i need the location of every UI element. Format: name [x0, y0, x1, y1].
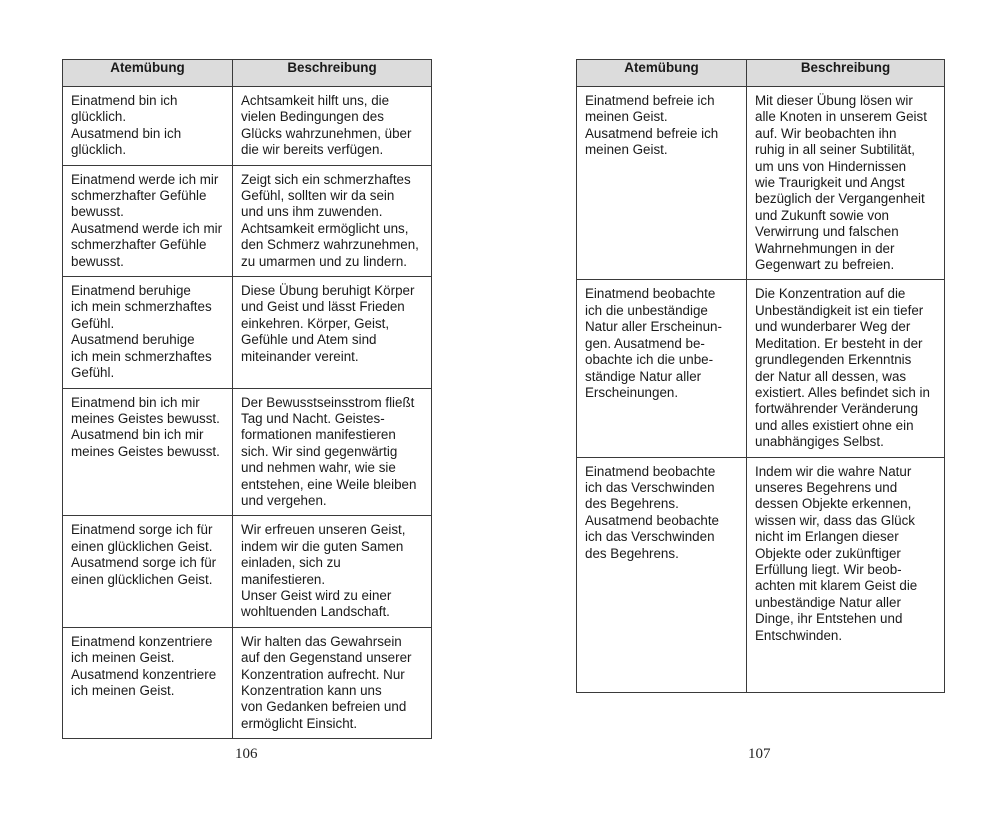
exercise-cell	[63, 516, 233, 627]
exercise-text: Einatmend beruhige ich mein schmerzhaftes Gefühl. Ausatmend beruhige ich mein schmerzhaftes Gefühl.	[71, 283, 212, 381]
description-cell	[233, 516, 432, 627]
table-row	[577, 457, 945, 692]
description-text: Diese Übung beruhigt Körper und Geist und lässt Frieden einkehren. Körper, Geist, Gefühle und Atem sind miteinander vereint.	[241, 283, 415, 364]
exercise-text: Einatmend konzentriere ich meinen Geist. Ausatmend konzentriere ich meinen Geist.	[71, 633, 217, 698]
table-row	[63, 388, 432, 516]
page-right	[504, 0, 1008, 827]
breathing-table-left	[62, 59, 432, 739]
exercise-text: Einatmend sorge ich für einen glücklichen Geist. Ausatmend sorge ich für einen glücklichen Geist.	[71, 522, 217, 587]
description-text: Die Konzentration auf die Unbeständigkeit ist ein tiefer und wunderbarer Weg der Meditation. Er besteht in der grundlegenden Erkenntnis der Natur all dessen, was existiert. Alles befindet sich in fortwährender Veränderung und alles existiert ohne ein unabhängiges Selbst.	[755, 286, 930, 450]
table-row	[63, 87, 432, 166]
breathing-table-right	[576, 59, 945, 693]
description-cell	[747, 280, 945, 457]
page-number: 106	[235, 746, 258, 762]
exercise-text: Einatmend werde ich mir schmerzhafter Gefühle bewusst. Ausatmend werde ich mir schmerzhafter Gefühle bewusst.	[71, 171, 223, 269]
header-atemuebung: Atemübung	[63, 60, 233, 87]
description-text: Wir halten das Gewahrsein auf den Gegenstand unserer Konzentration aufrecht. Nur Konzentration kann uns von Gedanken befreien und ermöglicht Einsicht.	[241, 633, 412, 731]
exercise-cell	[577, 280, 747, 457]
description-text: Wir erfreuen unseren Geist, indem wir die guten Samen einladen, sich zu manifestieren. Unser Geist wird zu einer wohltuenden Landschaft.	[241, 522, 406, 620]
exercise-cell	[63, 388, 233, 516]
description-cell	[233, 165, 432, 276]
exercise-text: Einatmend bin ich glücklich. Ausatmend bin ich glücklich.	[71, 93, 182, 158]
header-atemuebung: Atemübung	[577, 60, 747, 87]
description-cell	[747, 87, 945, 280]
exercise-text: Einatmend befreie ich meinen Geist. Ausatmend befreie ich meinen Geist.	[585, 93, 719, 158]
page-number: 107	[748, 746, 771, 762]
description-text: Indem wir die wahre Natur unseres Begehrens und dessen Objekte erkennen, wissen wir, dass das Glück nicht im Erlangen dieser Objekte oder zukünftiger Erfüllung liegt. Wir beob- achten mit klarem Geist die unbeständige Natur aller Dinge, ihr Entstehen und Entschwinden.	[755, 463, 918, 643]
description-text: Der Bewusstseinsstrom fließt Tag und Nacht. Geistes- formationen manifestieren sich. Wir sind gegenwärtig und nehmen wahr, wie sie entstehen, eine Weile bleiben und vergehen.	[241, 394, 417, 508]
exercise-cell	[63, 87, 233, 166]
table-row	[577, 280, 945, 457]
exercise-cell	[577, 457, 747, 692]
exercise-cell	[63, 627, 233, 738]
table-row	[63, 277, 432, 388]
exercise-cell	[63, 277, 233, 388]
table-header-row	[577, 60, 945, 87]
description-text: Zeigt sich ein schmerzhaftes Gefühl, sollten wir da sein und uns ihm zuwenden. Achtsamkeit ermöglicht uns, den Schmerz wahrzunehmen, zu umarmen und zu lindern.	[241, 171, 419, 269]
description-cell	[233, 627, 432, 738]
description-cell	[233, 277, 432, 388]
table-row	[63, 516, 432, 627]
description-text: Mit dieser Übung lösen wir alle Knoten in unserem Geist auf. Wir beobachten ihn ruhig in all seiner Subtilität, um uns von Hindernissen wie Traurigkeit und Angst bezüglich der Vergangenheit und Zukunft sowie von Verwirrung und falschen Wahrnehmungen in der Gegenwart zu befreien.	[755, 93, 927, 273]
description-cell	[233, 87, 432, 166]
description-cell	[747, 457, 945, 692]
header-beschreibung: Beschreibung	[747, 60, 945, 87]
exercise-cell	[63, 165, 233, 276]
header-beschreibung: Beschreibung	[233, 60, 432, 87]
table-row	[577, 87, 945, 280]
description-text: Achtsamkeit hilft uns, die vielen Bedingungen des Glücks wahrzunehmen, über die wir bereits verfügen.	[241, 93, 412, 158]
exercise-text: Einatmend bin ich mir meines Geistes bewusst. Ausatmend bin ich mir meines Geistes bewusst.	[71, 394, 220, 459]
exercise-text: Einatmend beobachte ich das Verschwinden des Begehrens. Ausatmend beobachte ich das Verschwinden des Begehrens.	[585, 463, 720, 561]
exercise-text: Einatmend beobachte ich die unbeständige Natur aller Erscheinun- gen. Ausatmend be- obachte ich die unbe- ständige Natur aller Erscheinungen.	[585, 286, 722, 400]
table-row	[63, 165, 432, 276]
table-header-row	[63, 60, 432, 87]
exercise-cell	[577, 87, 747, 280]
table-row	[63, 627, 432, 738]
description-cell	[233, 388, 432, 516]
